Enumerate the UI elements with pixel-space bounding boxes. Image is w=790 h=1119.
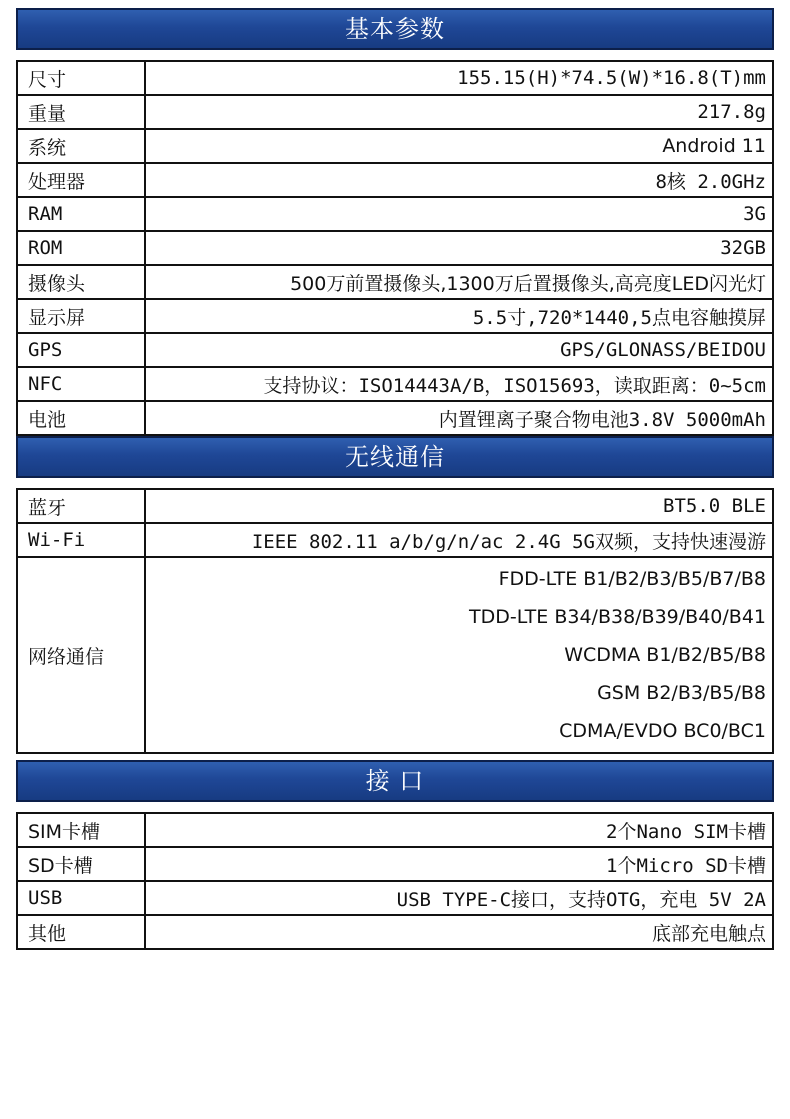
table-row bbox=[17, 915, 773, 949]
table-row bbox=[17, 129, 773, 163]
spec-sheet bbox=[16, 8, 774, 950]
table-row bbox=[17, 163, 773, 197]
table-row bbox=[17, 881, 773, 915]
row-value: 155.15(H)*74.5(W)*16.8(T)mm bbox=[145, 61, 773, 95]
row-value: 5.5寸,720*1440,5点电容触摸屏 bbox=[145, 299, 773, 333]
wireless-table bbox=[16, 488, 774, 754]
table-row bbox=[17, 265, 773, 299]
section-header-basic: 基本参数 bbox=[16, 8, 774, 50]
network-band-line: WCDMA B1/B2/B5/B8 bbox=[564, 644, 766, 666]
row-value: 2个Nano SIM卡槽 bbox=[145, 813, 773, 847]
table-row bbox=[17, 333, 773, 367]
row-value: 支持协议：ISO14443A/B，ISO15693，读取距离：0~5cm bbox=[145, 367, 773, 401]
table-row bbox=[17, 523, 773, 557]
row-value: 1个Micro SD卡槽 bbox=[145, 847, 773, 881]
row-value: BT5.0 BLE bbox=[145, 489, 773, 523]
row-value: 32GB bbox=[145, 231, 773, 265]
row-key: 蓝牙 bbox=[17, 489, 145, 523]
row-key: 显示屏 bbox=[17, 299, 145, 333]
row-value: 底部充电触点 bbox=[145, 915, 773, 949]
row-key: 重量 bbox=[17, 95, 145, 129]
row-value: 217.8g bbox=[145, 95, 773, 129]
row-key: NFC bbox=[17, 367, 145, 401]
section-header-wireless: 无线通信 bbox=[16, 436, 774, 478]
table-row bbox=[17, 813, 773, 847]
network-band-line: CDMA/EVDO BC0/BC1 bbox=[559, 720, 766, 742]
interface-table bbox=[16, 812, 774, 950]
table-row bbox=[17, 401, 773, 435]
section-header-interface: 接 口 bbox=[16, 760, 774, 802]
row-key: RAM bbox=[17, 197, 145, 231]
table-row bbox=[17, 197, 773, 231]
table-row bbox=[17, 557, 773, 753]
row-key: 摄像头 bbox=[17, 265, 145, 299]
table-row bbox=[17, 847, 773, 881]
row-key: 其他 bbox=[17, 915, 145, 949]
row-value: 3G bbox=[145, 197, 773, 231]
row-key: USB bbox=[17, 881, 145, 915]
network-band-line: GSM B2/B3/B5/B8 bbox=[597, 682, 766, 704]
network-band-line: FDD-LTE B1/B2/B3/B5/B7/B8 bbox=[498, 568, 766, 590]
table-row bbox=[17, 231, 773, 265]
row-key: 处理器 bbox=[17, 163, 145, 197]
row-key: SD卡槽 bbox=[17, 847, 145, 881]
row-key: 尺寸 bbox=[17, 61, 145, 95]
row-key: 电池 bbox=[17, 401, 145, 435]
table-row bbox=[17, 61, 773, 95]
row-value: 500万前置摄像头,1300万后置摄像头,高亮度LED闪光灯 bbox=[145, 265, 773, 299]
network-band-line: TDD-LTE B34/B38/B39/B40/B41 bbox=[468, 606, 766, 628]
row-value: 内置锂离子聚合物电池3.8V 5000mAh bbox=[145, 401, 773, 435]
row-value: USB TYPE-C接口，支持OTG，充电 5V 2A bbox=[145, 881, 773, 915]
row-value: IEEE 802.11 a/b/g/n/ac 2.4G 5G双频，支持快速漫游 bbox=[145, 523, 773, 557]
row-key: GPS bbox=[17, 333, 145, 367]
row-key: ROM bbox=[17, 231, 145, 265]
row-value: GPS/GLONASS/BEIDOU bbox=[145, 333, 773, 367]
table-row bbox=[17, 95, 773, 129]
row-value: 8核 2.0GHz bbox=[145, 163, 773, 197]
row-key: Wi-Fi bbox=[17, 523, 145, 557]
row-key: 系统 bbox=[17, 129, 145, 163]
row-key: 网络通信 bbox=[17, 557, 145, 753]
row-key: SIM卡槽 bbox=[17, 813, 145, 847]
table-row bbox=[17, 489, 773, 523]
table-row bbox=[17, 367, 773, 401]
network-bands-cell bbox=[145, 557, 773, 753]
basic-params-table bbox=[16, 60, 774, 436]
table-row bbox=[17, 299, 773, 333]
row-value: Android 11 bbox=[145, 129, 773, 163]
